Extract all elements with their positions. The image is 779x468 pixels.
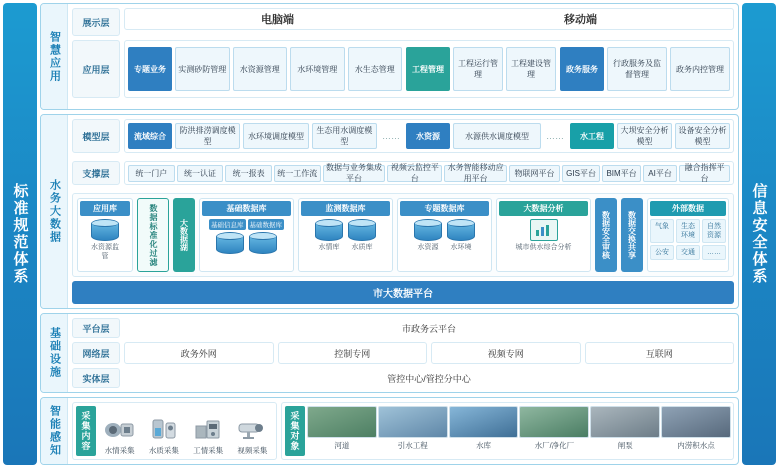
app-group-engineering-head[interactable]: 工程管理: [406, 47, 450, 91]
model-layer-row: [72, 119, 734, 153]
left-standard-system-bar: 标准规范体系: [3, 3, 37, 465]
device-caption-video: 视频采集: [237, 446, 268, 455]
main-column: [40, 3, 739, 465]
basic-db-cyl-2: [248, 232, 278, 254]
display-layer-label: 展示层: [72, 8, 120, 36]
support-chip-portal[interactable]: 统一门户: [128, 165, 175, 182]
collection-object-group: [281, 402, 734, 460]
thematic-db-cyl-2: [446, 219, 476, 252]
network-item-control[interactable]: 控制专网: [278, 342, 428, 364]
model-group-resource: [406, 123, 566, 149]
external-data-title: 外部数据: [650, 201, 726, 216]
external-cell-weather[interactable]: 气象: [650, 219, 674, 243]
thematic-database-title: 专题数据库: [400, 201, 489, 216]
object-thumb-reservoir: [449, 406, 519, 438]
object-thumb-plant: [519, 406, 589, 438]
panel-title-infrastructure: 基础设施: [41, 314, 68, 392]
device-video: [232, 406, 273, 456]
database-cylinder-icon: [249, 232, 277, 254]
display-layer-box: [124, 8, 734, 30]
object-waterlogging: [662, 406, 730, 456]
thematic-database-column: [397, 198, 492, 272]
object-plant: [520, 406, 588, 456]
network-item-internet[interactable]: 互联网: [585, 342, 735, 364]
app-layer-label: 应用层: [72, 40, 120, 98]
app-chip-admin-service[interactable]: 行政服务及监督管理: [607, 47, 667, 91]
database-cylinder-icon: [216, 232, 244, 254]
app-chip-water-environment[interactable]: 水环境管理: [290, 47, 345, 91]
panel-title-perception: 智能感知: [41, 398, 68, 464]
panel-body-perception: [68, 398, 738, 464]
monitor-db-caption-2: 水质库: [351, 244, 373, 251]
app-group-thematic: [128, 47, 402, 91]
panel-body-infrastructure: [68, 314, 738, 392]
object-caption-waterlogging: 内涝积水点: [677, 441, 715, 450]
external-data-grid: [650, 219, 726, 260]
external-cell-eco-env[interactable]: 生态环境: [676, 219, 700, 243]
platform-layer-box: [124, 318, 734, 338]
collection-content-label: 采集内容: [76, 406, 96, 456]
support-chip-gis[interactable]: GIS平台: [562, 165, 601, 182]
support-chip-mobile[interactable]: 水务智能移动应用平台: [444, 165, 507, 182]
panel-infrastructure: [40, 313, 739, 393]
support-chip-integration[interactable]: 数据与业务集成平台: [323, 165, 386, 182]
model-chip-dam-safety[interactable]: 大坝安全分析模型: [617, 123, 672, 149]
object-gate-pump: [591, 406, 659, 456]
object-thumb-diversion: [378, 406, 448, 438]
object-caption-gate-pump: 闸泵: [617, 441, 633, 450]
model-chip-water-env[interactable]: 水环境调度模型: [243, 123, 308, 149]
database-cylinder-icon: [447, 219, 475, 241]
panel-body-smart-application: [68, 4, 738, 109]
external-cell-traffic[interactable]: 交通: [676, 245, 700, 260]
support-layer-label: 支撑层: [72, 161, 120, 185]
external-cell-police[interactable]: 公安: [650, 245, 674, 260]
object-diversion: [379, 406, 447, 456]
monitor-database-column: [298, 198, 393, 272]
external-data-column: [647, 198, 729, 272]
network-layer-label: 网络层: [72, 342, 120, 364]
basic-database-tags: [209, 219, 284, 230]
monitor-db-cyl-1: [314, 219, 344, 252]
app-group-government: [560, 47, 730, 91]
object-thumb-river: [307, 406, 377, 438]
model-group-resource-head[interactable]: 水资源: [406, 123, 450, 149]
support-chip-ai[interactable]: AI平台: [643, 165, 677, 182]
display-layer-row: [72, 8, 734, 36]
industrial-icon: [191, 415, 225, 443]
app-chip-internal-control[interactable]: 政务内控管理: [670, 47, 730, 91]
device-caption-industrial: 工情采集: [193, 446, 224, 455]
object-caption-reservoir: 水库: [476, 441, 492, 450]
basic-database-tag-1: 基础信息库: [209, 219, 246, 230]
water-quality-icon: [147, 415, 181, 443]
monitor-database-title: 监测数据库: [301, 201, 390, 216]
data-area: [72, 193, 734, 277]
panel-body-water-bigdata: [68, 115, 738, 308]
support-layer-box: [124, 161, 734, 185]
database-cylinder-icon: [315, 219, 343, 241]
panel-smart-application: [40, 3, 739, 110]
basic-database-title: 基础数据库: [202, 201, 291, 216]
app-chip-water-ecology[interactable]: 水生态管理: [348, 47, 403, 91]
device-caption-water-level: 水情采集: [104, 446, 135, 455]
device-water-quality: [143, 406, 184, 456]
device-industrial: [188, 406, 229, 456]
network-item-video[interactable]: 视频专网: [431, 342, 581, 364]
analysis-caption: 城市供水综合分析: [515, 244, 572, 251]
database-cylinder-icon: [414, 219, 442, 241]
application-store-caption: 水资源监管: [91, 244, 119, 260]
camera-icon: [235, 415, 269, 443]
support-chip-workflow[interactable]: 统一工作流: [274, 165, 321, 182]
object-reservoir: [450, 406, 518, 456]
model-chip-eco-water[interactable]: 生态用水调度模型: [312, 123, 377, 149]
device-water-level: [99, 406, 140, 456]
support-chip-video-cloud[interactable]: 视频云监控平台: [387, 165, 442, 182]
display-item-pc[interactable]: 电脑端: [261, 14, 294, 26]
thematic-db-cyl-1: [413, 219, 443, 252]
app-layer-row: [72, 40, 734, 98]
collection-object-label: 采集对象: [285, 406, 305, 456]
basic-database-column: [199, 198, 294, 272]
external-cell-natural-resource[interactable]: 自然资源: [702, 219, 726, 243]
model-group-basin: [128, 123, 402, 149]
platform-item-cloud[interactable]: 市政务云平台: [124, 318, 734, 338]
city-bigdata-platform-bar: 市大数据平台: [72, 281, 734, 304]
right-security-system-bar: 信息安全体系: [742, 3, 776, 465]
support-chip-bim[interactable]: BIM平台: [602, 165, 641, 182]
basic-database-cylinders: [215, 232, 278, 254]
app-group-thematic-head[interactable]: 专题业务: [128, 47, 172, 91]
database-cylinder-icon: [91, 219, 119, 241]
network-layer-box: [124, 342, 734, 364]
support-chip-iot[interactable]: 物联网平台: [509, 165, 560, 182]
thematic-database-cylinders: [413, 219, 476, 252]
object-river: [308, 406, 376, 456]
app-group-government-head[interactable]: 政务服务: [560, 47, 604, 91]
entity-layer-box: [124, 368, 734, 388]
panel-title-smart-application: 智慧应用: [41, 4, 68, 109]
panel-water-bigdata: [40, 114, 739, 309]
monitor-db-cyl-2: [347, 219, 377, 252]
model-chip-supply[interactable]: 水源供水调度模型: [453, 123, 541, 149]
model-basin-dots: ……: [381, 131, 400, 141]
support-layer-row: [72, 161, 734, 185]
application-store-column: [77, 198, 133, 272]
monitor-db-caption-1: 水情库: [318, 244, 340, 251]
app-chip-project-construction[interactable]: 工程建设管理: [506, 47, 556, 91]
analysis-chart-icon: [530, 219, 558, 241]
app-chip-project-operation[interactable]: 工程运行管理: [453, 47, 503, 91]
entity-layer-label: 实体层: [72, 368, 120, 388]
monitor-database-cylinders: [314, 219, 377, 252]
model-group-project-head[interactable]: 水工程: [570, 123, 614, 149]
data-exchange-share-band: 数据交换共享: [621, 198, 643, 272]
support-chip-auth[interactable]: 统一认证: [177, 165, 224, 182]
entity-layer-row: [72, 368, 734, 388]
object-thumb-gate-pump: [590, 406, 660, 438]
model-layer-box: [124, 119, 734, 153]
object-thumb-waterlogging: [661, 406, 731, 438]
object-caption-river: 河道: [334, 441, 350, 450]
object-caption-plant: 水厂/净化厂: [534, 441, 575, 450]
model-resource-dots: ……: [546, 131, 564, 141]
model-chip-equipment-safety[interactable]: 设备安全分析模型: [675, 123, 730, 149]
platform-layer-row: [72, 318, 734, 338]
basic-database-tag-2: 基础数据库: [248, 219, 285, 230]
app-chip-flood[interactable]: 实测砂防管理: [175, 47, 230, 91]
data-lake-band: 大数据湖: [173, 198, 195, 272]
network-item-gov[interactable]: 政务外网: [124, 342, 274, 364]
bigdata-analysis-column: [496, 198, 591, 272]
data-security-audit-band: 数据安全审核: [595, 198, 617, 272]
application-store-cylinder: [90, 219, 120, 261]
model-chip-flood-control[interactable]: 防洪排涝调度模型: [175, 123, 240, 149]
model-group-basin-head[interactable]: 流域综合: [128, 123, 172, 149]
support-chip-command[interactable]: 融合指挥平台: [679, 165, 730, 182]
data-standard-filter: 数据标准化过滤: [137, 198, 169, 272]
collection-content-group: [72, 402, 277, 460]
sensor-icon: [103, 415, 137, 443]
app-layer-box: [124, 40, 734, 98]
support-chip-report[interactable]: 统一报表: [225, 165, 272, 182]
database-cylinder-icon: [348, 219, 376, 241]
external-cell-more: ……: [702, 245, 726, 260]
device-caption-water-quality: 水质采集: [148, 446, 179, 455]
network-layer-row: [72, 342, 734, 364]
bigdata-analysis-title: 大数据分析: [499, 201, 588, 216]
panel-perception: [40, 397, 739, 465]
app-chip-water-resource[interactable]: 水资源管理: [233, 47, 288, 91]
model-group-project: [570, 123, 730, 149]
app-group-engineering: [406, 47, 556, 91]
entity-item-center[interactable]: 管控中心/管控分中心: [124, 368, 734, 388]
object-caption-diversion: 引水工程: [397, 441, 428, 450]
panel-title-water-bigdata: 水务大数据: [41, 115, 68, 308]
model-layer-label: 模型层: [72, 119, 120, 153]
application-store-title: 应用库: [80, 201, 130, 216]
thematic-db-caption-1: 水资源: [417, 244, 439, 251]
basic-db-cyl-1: [215, 232, 245, 254]
platform-layer-label: 平台层: [72, 318, 120, 338]
thematic-db-caption-2: 水环境: [450, 244, 472, 251]
display-item-mobile[interactable]: 移动端: [564, 14, 597, 26]
